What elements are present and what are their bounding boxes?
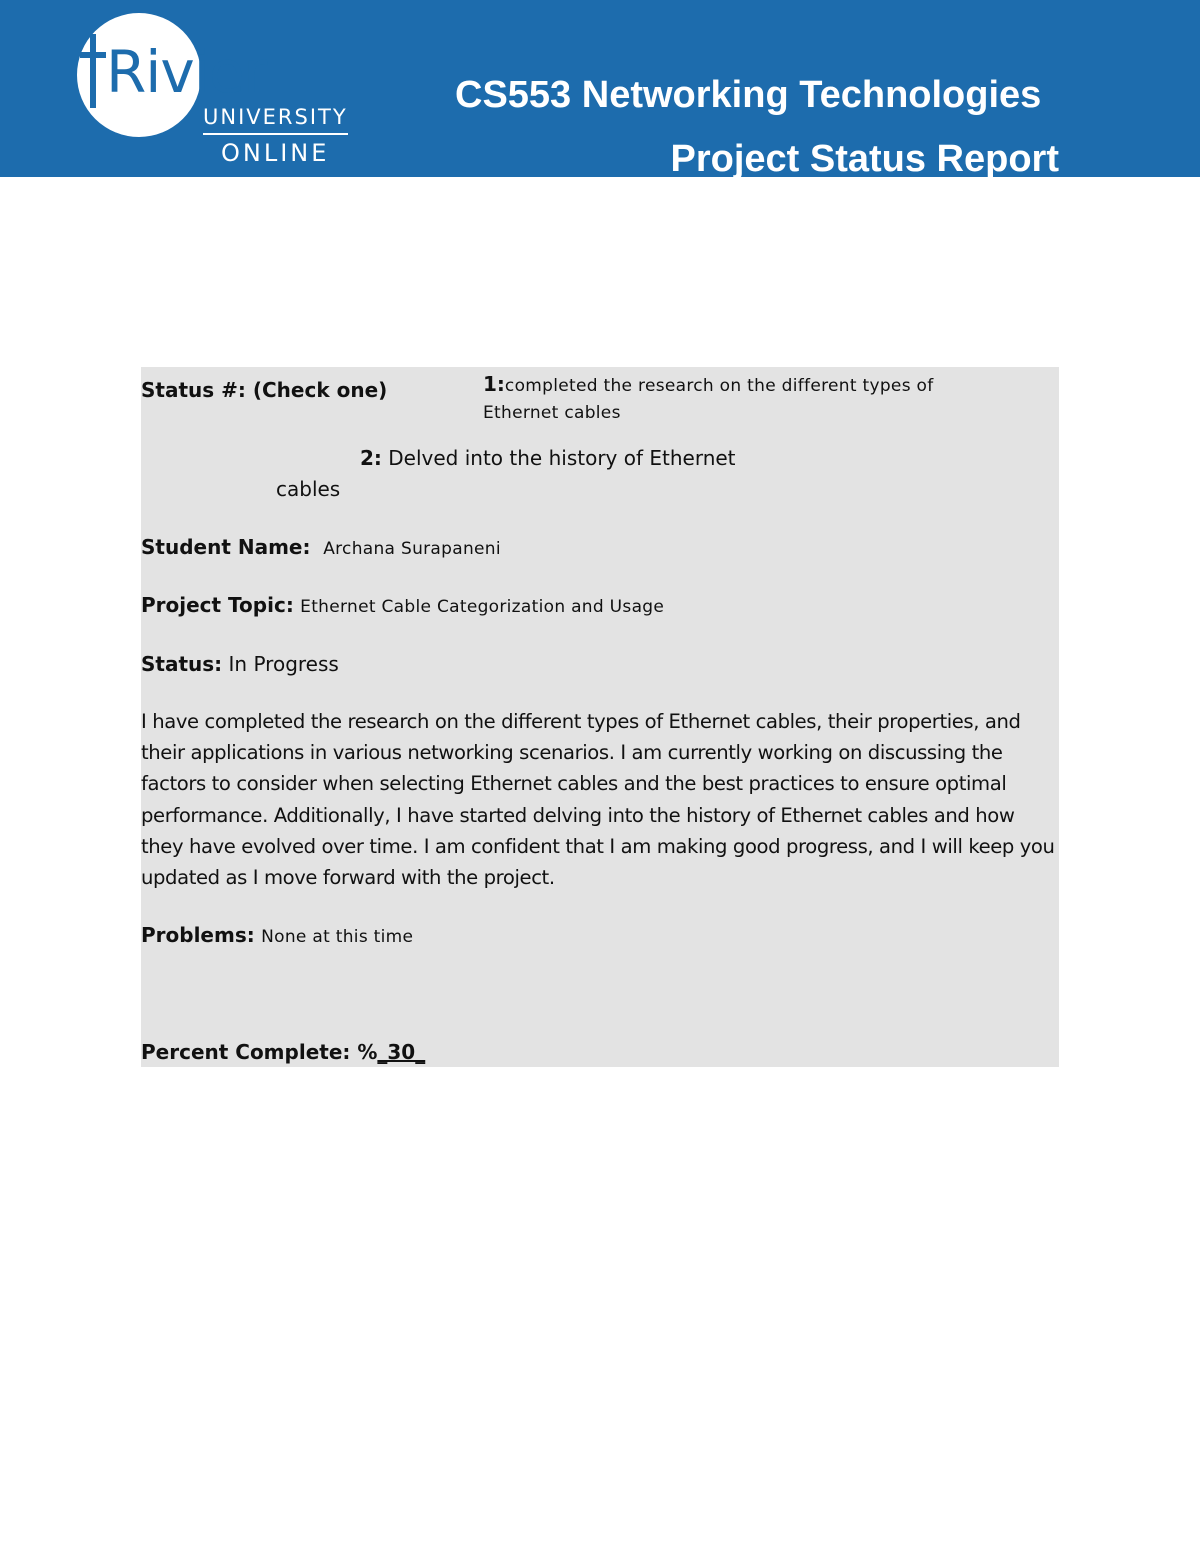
- status-row: [141, 651, 339, 677]
- status-1-text: completed the research on the different types of: [504, 376, 934, 396]
- problems-row: [141, 922, 413, 950]
- cross-bar-icon: [80, 52, 106, 58]
- percent-complete-label: Percent Complete: %: [141, 1040, 378, 1064]
- problems-value: None at this time: [261, 927, 414, 947]
- logo-divider: [203, 133, 348, 135]
- cross-icon: [90, 34, 96, 108]
- status-check-label: Status #: (Check one): [141, 378, 388, 402]
- student-name-label: Student Name:: [141, 535, 311, 559]
- logo-university: UNIVERSITY: [203, 105, 348, 129]
- status-1-number: 1:: [483, 372, 505, 396]
- percent-complete-row: [141, 1039, 425, 1065]
- percent-complete-value: _30_: [377, 1040, 426, 1064]
- page-header: [0, 0, 1200, 180]
- logo-online: ONLINE: [221, 139, 330, 167]
- report-title: Project Status Report: [670, 138, 1059, 180]
- status-1-text-cont: Ethernet cables: [483, 403, 621, 423]
- status-description: I have completed the research on the different types of Ethernet cables, their properties, and their applications in various networking scenarios. I am currently working on discussing the factors to consider when selecting Ethernet cables and the best practices to ensure optimal performance. Additionally, I have started delving into the history of Ethernet cables and how they have evolved over time. I am confident that I am making good progress, and I will keep you updated as I move forward with the project.: [141, 710, 1055, 890]
- course-title: CS553 Networking Technologies: [455, 74, 1042, 116]
- status-2-text: Delved into the history of Ethernet: [388, 446, 736, 470]
- status-field-label: Status:: [141, 652, 223, 676]
- project-topic-value: Ethernet Cable Categorization and Usage: [300, 597, 665, 617]
- problems-label: Problems:: [141, 923, 255, 947]
- status-field-value: In Progress: [228, 652, 339, 676]
- status-option-1: [483, 371, 934, 399]
- project-topic-row: [141, 592, 664, 620]
- logo-wordmark: Rivier: [106, 38, 267, 106]
- student-name-row: [141, 534, 501, 562]
- project-topic-label: Project Topic:: [141, 593, 294, 617]
- status-2-number: 2:: [360, 446, 382, 470]
- student-name-value: Archana Surapaneni: [323, 539, 501, 559]
- status-option-2: [360, 445, 736, 471]
- status-2-text-cont: cables: [276, 477, 341, 501]
